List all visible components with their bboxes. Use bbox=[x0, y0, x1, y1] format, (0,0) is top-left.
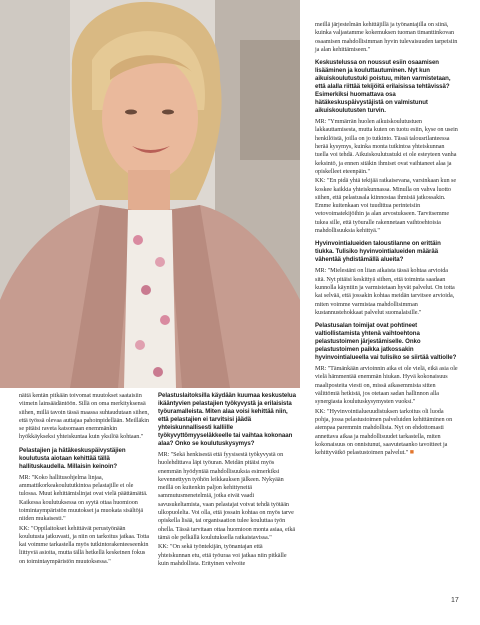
portrait-illustration bbox=[0, 0, 300, 388]
paragraph: näitä kentän pitkään toivomat muutokset saataisiin viimein lainsäädäntöön. Sillä on oma merkityksensä siihen, millä tavoin tässä maassa suhtaudutaan siihen, että työssä olevaa auttajaa pahoinpidellään. Meilläkin se pitäisi raveta katsomaan enemmänkin hyökkäykseksi yhteiskuntaa kuin yksilöä kohtaan." bbox=[19, 392, 149, 441]
paragraph: MR: "Koko hallitusohjelma linjaa, ammattikorkeakoulututkintoa pelastajille ei ole tulossa. Muut kehittämislinjat ovat vielä päättämättä. Kaikessa koulutuksessa on syytä ottaa huomioon toimintaympäristön muutokset ja muokata sisältöjä niiden mukaisesti." bbox=[19, 473, 148, 523]
paragraph: MR: "Ymmärrän huolen aikuiskoulutustuen lakkauttamisesta, mutta kuten on tuotu esiin, kyse on usein henkilöistä, joilla on jo tutkinto. Tässä talousrilanteessa herää kysymys, kuinka monta tutkintoa yhteiskunnan tuella voi tehdä. Aikuiskoulutustuki ei ole esteyteen vanha keksintö, ja ennen sitäkin ihmiset ovat vaihtaneet alaa ja opiskelleet eteenpäin." bbox=[315, 118, 458, 175]
text-column-right bbox=[315, 21, 459, 457]
paragraph: MR: "Sekä henkisestä että fyysisestä työkyvystä on huolehdittava läpi työuran. Meidän pitäisi myös enemmän hyödyntää mahdollisuuksia esimerkiksi kevennettyyn työhön leikkauksen jälkeen. Nykyään meillä on kuitenkin paljon kehittyneitä sammutusmenetelmiä, jotka eivät vaadi savusukeltamista, vaan pelastajat voivat tehdä työtään ulkopuolelta. Voi olla, että jossain kohtaa on myös tarve opiskella lisää, tai organisaation tulee kouluttaa työn ohella. Tässä tarvitaan ottaa huomioon monta asiaa, eikä tämä ole pelkällä koulutuksella ratkaistavissa." bbox=[158, 451, 296, 541]
question-heading: Pelastajien ja hätäkeskuspäivystäjien koulutusta aiotaan kehittää tällä hallituskaudella. Millaisin keinoin? bbox=[19, 446, 126, 470]
portrait-photo bbox=[0, 0, 300, 388]
paragraph: MR: "Tämänkään arvioinnin aika ei ole vielä, eikä asia ole vielä hämmentää enemmän hiukan. Hyvä kokonaisuus maaliposteita viesti on, missä aikasemmista sitten välittömiä hetkistä, jos otetaan sadan hallinnon alla synergiasta koulutuskysymysten vuoksi." bbox=[315, 365, 458, 406]
paragraph: meillä järjestelmän kehittäjillä ja työnantajilla on siinä, kuinka valjastamme kokemuksen tuoman timanttinkovan osaamisen mahdollisimman hyvin tulevaisuuden tarpeisiin ja alan kehittämiseen." bbox=[315, 21, 458, 53]
question-heading: Hyvinvointialueiden taloustilanne on erittäin tiukka. Tulisiko hyvinvointialueiden määrää vähentää yhdistämällä alueita? bbox=[315, 240, 441, 264]
question-heading: Pelastusalan toimijat ovat pohtineet valtiollistamista yhtenä vaihtoehtona pelastustoimen järjestämiselle. Onko pelastustoimen paikka jatkossakin hyvinvointialueella vai tulisiko se siirtää valtiolle? bbox=[315, 322, 457, 362]
text-column-left bbox=[19, 392, 152, 566]
paragraph: KK: "Oppilaitokset kehittävät perustyönään koulutusta jatkuvasti, ja niin on tarkoitus jatkaa. Totta kai voimme tarkastella myös tutkintorakenteeseenkin liittyviä asioita, mutta tällä hetkellä keskeinen fokus on toimintaympäristön muutoksessa." bbox=[19, 524, 150, 565]
paragraph: KK: "On sekä työntekijän, työnantajan että yhteiskunnan etu, että työuraa voi jatkaa niin pitkälle kuin mahdollista. Erityinen velvoite bbox=[158, 543, 287, 567]
text-column-middle bbox=[158, 392, 296, 568]
end-mark-icon: ■ bbox=[409, 449, 414, 457]
page-number: 17 bbox=[451, 597, 459, 604]
paragraph-text: KK: "Hyvinvointialueuudistuksen tarkoitus oli luoda pohja, jossa pelastustoimen palveluiden kehittäminen on aiempaa paremmin mahdollista. Nyt on ehdottomasti annettava aikaa ja mahdollisuudet tarkastella, miten kokonaisuus on onnistunut, saavutetaanko tavoitteet ja kehittyvätkö pelastustoimen palvelut." bbox=[315, 407, 453, 457]
paragraph: MR: "Mielestäni on liian aikaista tässä kohtaa arvioida sitä. Nyt pitäisi keskittyä siihen, että toiminta saadaan kunnolla käyntiin ja varmistetaan hyvät palvelut. On totta kai selvää, että jossakin kohtaa meidän tarvitsee arvioida, miten voimme varmistaa mahdollisimman kustannustehokkaat palvelut suomalaisille." bbox=[315, 267, 455, 316]
paragraph bbox=[315, 408, 459, 458]
question-heading: Keskustelussa on noussut esiin osaamisen lisääminen ja kouluttautuminen. Nyt kun aikuiskoulutustuki poistuu, miten varmistetaan, että alalla riittää tekijöitä erilaisissa tehtävissä? Esimerkiksi huomattava osa hätäkeskuspäivystäjistä on valmistunut aikuiskoulutusten turvin. bbox=[315, 59, 451, 115]
paragraph: KK: "En pidä yhtä tekijää ratkaisevana, varsinkaan kun se koskee kaikkia yhteiskunnassa. Minulla on vahva luotto siihen, että pelastusala kiinnostaa ihmisiä jatkossakin. Emme kuitenkaan voi tuudittua perinteisiin vetovoimatekijöihin ja alan arvostukseen. Tarvitsemme tukea sille, että työuralle rakennetaan vaihtoehtoisia mahdollisuuksia kehittyä." bbox=[315, 177, 457, 235]
question-heading: Pelastuslaitoksilla käydään kuumaa keskustelua ikääntyvien pelastajien työkyvystä ja erilaisista työuramalleista. Miten alaa voisi kehittää niin, että pelastajien ei tarvitsisi jäädä yhteiskunnallisesti kalliille työkyvyttömyyseläkkeelle tai vaihtaa kokonaan alaa? Onko se koulutuskysymys? bbox=[158, 392, 296, 447]
